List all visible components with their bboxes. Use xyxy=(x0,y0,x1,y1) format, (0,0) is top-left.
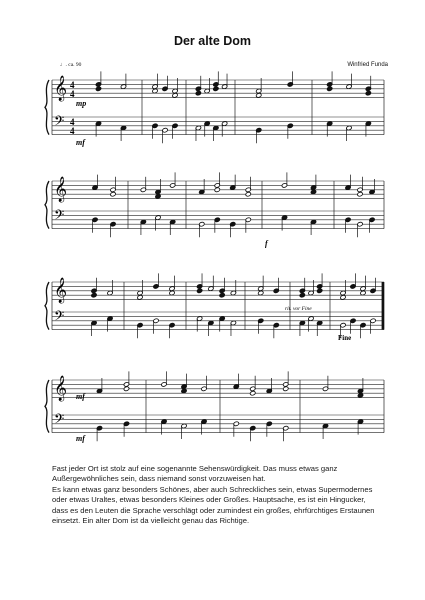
note-head xyxy=(137,295,143,300)
note-head xyxy=(360,290,366,295)
note-head xyxy=(256,93,262,98)
description-text xyxy=(52,464,382,526)
note-head xyxy=(357,393,363,398)
brace xyxy=(45,380,49,433)
treble-clef-icon: 𝄞 xyxy=(54,177,68,202)
page-title: Der alte Dom xyxy=(173,34,252,48)
dynamic-mf-bass: mf xyxy=(76,434,85,443)
note-head xyxy=(258,290,264,295)
note-head xyxy=(310,189,316,194)
bass-clef-icon: 𝄢 xyxy=(54,411,65,430)
ritardando-marking: rit. vor Fine xyxy=(285,306,312,312)
music-systems xyxy=(45,71,384,441)
tempo-marking: ♩. ca. 90 xyxy=(60,62,82,68)
note-head xyxy=(327,86,333,91)
brace xyxy=(45,80,49,135)
note-head xyxy=(95,86,101,91)
treble-clef-icon: 𝄞 xyxy=(54,76,68,101)
system-1 xyxy=(45,71,384,143)
time-signature: 4 xyxy=(70,80,75,90)
note-head xyxy=(340,295,346,300)
final-barline xyxy=(382,282,384,330)
note-head xyxy=(219,293,225,298)
paragraph-1: Fast jeder Ort ist stolz auf eine sogenannte Sehenswürdigkeit. Das muss etwas ganz Außergewöhnliches sein, dass niemand sonst vorzuweisen hat. xyxy=(52,464,338,484)
note-head xyxy=(172,93,178,98)
note-head xyxy=(197,288,203,293)
note-head xyxy=(195,91,201,96)
note-head xyxy=(110,192,116,197)
note-head xyxy=(213,86,219,91)
note-head xyxy=(317,288,323,293)
system-4 xyxy=(45,371,384,441)
treble-clef-icon: 𝄞 xyxy=(54,376,68,401)
bass-clef-icon: 𝄢 xyxy=(54,113,65,132)
composer-name: Winfried Funda xyxy=(347,62,388,68)
note-head xyxy=(245,192,251,197)
note-head xyxy=(365,91,371,96)
note-head xyxy=(299,293,305,298)
brace xyxy=(45,282,49,330)
treble-clef-icon: 𝄞 xyxy=(54,278,68,303)
bass-clef-icon: 𝄢 xyxy=(54,207,65,226)
note-head xyxy=(152,88,158,93)
dynamic-f: f xyxy=(265,239,268,248)
bass-clef-icon: 𝄢 xyxy=(54,308,65,327)
note-head xyxy=(169,290,175,295)
paragraph-2: Es kann etwas ganz besonders Schönes, aber auch Schreckliches sein, etwas Supermodernes oder etwas Uraltes, etwas besonders Kleines oder Großes. Hauptsache, es ist ein Hingucker, dass es den Leuten die Sprache verschlägt oder zumindest ein großes, ehrfürchtiges Erstaunen einsetzt. Ein alter Dom ist da vielleicht genau das Richtige. xyxy=(52,484,375,526)
note-head xyxy=(91,293,97,298)
time-signature: 4 xyxy=(70,117,75,127)
note-head xyxy=(123,386,129,391)
note-head xyxy=(181,388,187,393)
note-head xyxy=(283,386,289,391)
system-3 xyxy=(45,273,384,338)
note-head xyxy=(214,187,220,192)
note-head xyxy=(357,192,363,197)
dynamic-mf-treble: mf xyxy=(76,392,85,401)
system-2 xyxy=(45,172,384,237)
dynamic-mp: mp xyxy=(76,99,87,108)
time-signature: 4 xyxy=(70,88,75,99)
brace xyxy=(45,181,49,229)
fine-marking: Fine xyxy=(338,334,352,342)
note-head xyxy=(155,194,161,199)
time-signature: 4 xyxy=(70,125,75,136)
note-head xyxy=(250,391,256,396)
dynamic-mf: mf xyxy=(76,138,85,147)
